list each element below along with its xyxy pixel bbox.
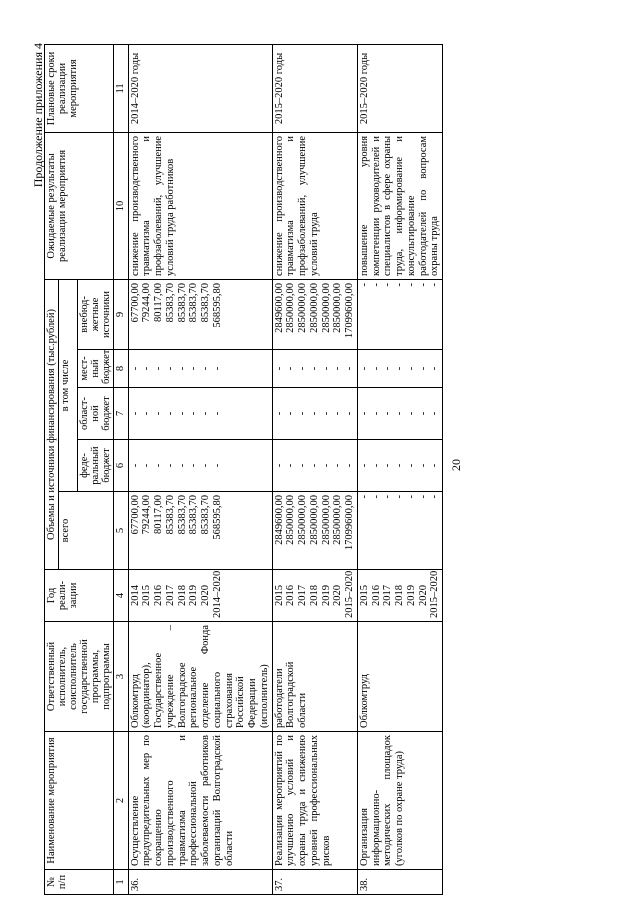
- years-value: 2019: [188, 585, 200, 606]
- local-value: -: [141, 366, 153, 371]
- federal-value: -: [332, 463, 344, 468]
- planned-terms: 2014–2020 годы: [128, 44, 272, 132]
- years-value: 2015: [358, 585, 370, 606]
- years: [272, 570, 357, 622]
- table-row: [272, 44, 357, 894]
- local: [128, 350, 272, 388]
- regional-value: -: [417, 411, 429, 416]
- local-value: -: [285, 366, 297, 371]
- planned-terms: 2015–2020 годы: [357, 44, 442, 132]
- extrabudget: [128, 279, 272, 349]
- total: [272, 492, 357, 570]
- col-num: 7: [114, 388, 129, 440]
- federal: [272, 440, 357, 492]
- total: [357, 492, 442, 570]
- page-number: 20: [449, 459, 463, 471]
- years-value: 2015–2020: [429, 570, 441, 618]
- total-value: 85383,70: [176, 495, 188, 535]
- federal: [357, 440, 442, 492]
- measure-name: Осуществление предупредительных мер по сокращению производственного травматизма и профессиональной заболеваемости работников организаций Волгоградской области: [128, 732, 272, 870]
- local-value: -: [405, 366, 417, 371]
- local-value: -: [332, 366, 344, 371]
- header-federal: феде-ральный бюджет: [78, 440, 114, 492]
- total-value: 79244,00: [141, 495, 153, 535]
- program-table: [44, 44, 443, 895]
- years-value: 2017: [382, 585, 394, 606]
- measure-name: Организация информационно-методических площадок (уголков по охране труда): [357, 732, 442, 870]
- total-value: -: [358, 495, 370, 499]
- regional-value: -: [405, 411, 417, 416]
- total-value: 2849600,00: [273, 495, 285, 545]
- rotated-page: [22, 35, 622, 895]
- regional-value: -: [141, 411, 153, 416]
- extrabudget-value: 2850000,00: [297, 282, 309, 333]
- federal-value: -: [273, 463, 285, 468]
- header-local: мест-ный бюджет: [78, 350, 114, 388]
- total-value: 85383,70: [164, 495, 176, 535]
- regional-value: -: [320, 411, 332, 416]
- total-value: -: [417, 495, 429, 499]
- total-value: 85383,70: [188, 495, 200, 535]
- federal-value: -: [188, 463, 200, 468]
- years-value: 2015–2020: [344, 570, 356, 618]
- federal-value: -: [200, 463, 212, 468]
- federal-value: -: [429, 463, 441, 468]
- local-value: -: [129, 366, 141, 371]
- federal-value: -: [308, 463, 320, 468]
- total-value: 568595,80: [211, 495, 223, 540]
- regional-value: -: [188, 411, 200, 416]
- federal-value: -: [285, 463, 297, 468]
- local-value: -: [200, 366, 212, 371]
- total-value: 67700,00: [129, 495, 141, 535]
- federal-value: -: [164, 463, 176, 468]
- expected-results: снижение производственного травматизма и профзаболеваний, улучшение условий труда работников: [128, 132, 272, 279]
- years-value: 2014: [129, 585, 141, 606]
- local-value: -: [164, 366, 176, 371]
- regional-value: -: [332, 411, 344, 416]
- extrabudget-value: 85383,70: [176, 282, 188, 323]
- regional-value: -: [297, 411, 309, 416]
- extrabudget-value: 85383,70: [164, 282, 176, 323]
- extrabudget-value: 568595,80: [211, 282, 223, 328]
- regional-value: -: [382, 411, 394, 416]
- planned-terms: 2015–2020 годы: [272, 44, 357, 132]
- total-value: -: [370, 495, 382, 499]
- extrabudget-value: 80117,00: [153, 282, 165, 322]
- extrabudget-value: -: [358, 282, 370, 287]
- local-value: -: [344, 366, 356, 371]
- expected-results: повышение уровня компетенции руководителей и специалистов в сфере охраны труда, информирование и консультирование работодателей по вопросам охраны труда: [357, 132, 442, 279]
- regional-value: -: [370, 411, 382, 416]
- regional-value: -: [129, 411, 141, 416]
- table-row: [357, 44, 442, 894]
- federal-value: -: [344, 463, 356, 468]
- regional-value: -: [153, 411, 165, 416]
- local-value: -: [429, 366, 441, 371]
- local-value: -: [308, 366, 320, 371]
- col-num: 5: [114, 492, 129, 570]
- years-value: 2018: [394, 585, 406, 606]
- responsible: Облкомтруд: [357, 622, 442, 732]
- expected-results: снижение производственного травматизма и профзаболеваний, улучшение условий труда: [272, 132, 357, 279]
- federal-value: -: [153, 463, 165, 468]
- federal: [128, 440, 272, 492]
- years-value: 2015: [141, 585, 153, 606]
- local-value: -: [394, 366, 406, 371]
- col-num: 3: [114, 622, 129, 732]
- regional: [357, 388, 442, 440]
- extrabudget-value: 85383,70: [200, 282, 212, 323]
- header-including: в том числе: [59, 279, 78, 491]
- header-total: всего: [59, 492, 114, 570]
- federal-value: -: [211, 463, 223, 468]
- header-responsible: Ответственный исполнитель, соисполнитель государственной программы, подпрограммы: [45, 622, 114, 732]
- extrabudget-value: -: [394, 282, 406, 287]
- years-value: 2016: [153, 585, 165, 606]
- local-value: -: [417, 366, 429, 371]
- extrabudget: [357, 279, 442, 349]
- header-regional: област-ной бюджет: [78, 388, 114, 440]
- col-num: 1: [114, 870, 129, 895]
- total-value: -: [429, 495, 441, 499]
- extrabudget-value: 2850000,00: [320, 282, 332, 333]
- header-extrabudget: внебюд-жетные источники: [78, 279, 114, 349]
- extrabudget: [272, 279, 357, 349]
- responsible: работодатели Волгоградской области: [272, 622, 357, 732]
- local: [357, 350, 442, 388]
- years-value: 2018: [308, 585, 320, 606]
- total-value: 2850000,00: [285, 495, 297, 545]
- total: [128, 492, 272, 570]
- row-number: 37.: [272, 870, 357, 895]
- extrabudget-value: -: [370, 282, 382, 287]
- local: [272, 350, 357, 388]
- local-value: -: [273, 366, 285, 371]
- federal-value: -: [405, 463, 417, 468]
- years-value: 2019: [320, 585, 332, 606]
- extrabudget-value: -: [382, 282, 394, 287]
- federal-value: -: [417, 463, 429, 468]
- federal-value: -: [358, 463, 370, 468]
- federal-value: -: [297, 463, 309, 468]
- total-value: -: [405, 495, 417, 499]
- extrabudget-value: 17099600,00: [344, 282, 356, 339]
- regional-value: -: [211, 411, 223, 416]
- years-value: 2020: [332, 585, 344, 606]
- local-value: -: [211, 366, 223, 371]
- regional: [128, 388, 272, 440]
- regional-value: -: [394, 411, 406, 416]
- row-number: 38.: [357, 870, 442, 895]
- extrabudget-value: 2850000,00: [285, 282, 297, 333]
- federal-value: -: [141, 463, 153, 468]
- years-value: 2016: [285, 585, 297, 606]
- federal-value: -: [176, 463, 188, 468]
- local-value: -: [188, 366, 200, 371]
- column-numbers-row: [114, 44, 129, 894]
- local-value: -: [297, 366, 309, 371]
- header-results: Ожидаемые результаты реализации мероприятия: [45, 132, 114, 279]
- years-value: 2019: [405, 585, 417, 606]
- regional-value: -: [273, 411, 285, 416]
- total-value: 80117,00: [153, 495, 165, 534]
- years-value: 2020: [417, 585, 429, 606]
- total-value: -: [382, 495, 394, 499]
- total-value: -: [394, 495, 406, 499]
- header-terms: Плановые сроки реализации мероприятия: [45, 44, 114, 132]
- local-value: -: [370, 366, 382, 371]
- regional-value: -: [429, 411, 441, 416]
- extrabudget-value: 2850000,00: [332, 282, 344, 333]
- regional-value: -: [358, 411, 370, 416]
- regional: [272, 388, 357, 440]
- total-value: 2850000,00: [332, 495, 344, 545]
- years-value: 2015: [273, 585, 285, 606]
- extrabudget-value: -: [429, 282, 441, 287]
- extrabudget-value: 85383,70: [188, 282, 200, 323]
- regional-value: -: [164, 411, 176, 416]
- regional-value: -: [200, 411, 212, 416]
- header-name: Наименование мероприятия: [45, 732, 114, 870]
- years-value: 2017: [164, 585, 176, 606]
- total-value: 2850000,00: [297, 495, 309, 545]
- local-value: -: [153, 366, 165, 371]
- regional-value: -: [176, 411, 188, 416]
- local-value: -: [320, 366, 332, 371]
- table-row: [128, 44, 272, 894]
- total-value: 17099600,00: [344, 495, 356, 551]
- years-value: 2018: [176, 585, 188, 606]
- local-value: -: [382, 366, 394, 371]
- extrabudget-value: 2850000,00: [308, 282, 320, 333]
- measure-name: Реализация мероприятий по улучшению условий и охраны труда и снижению уровней профессиональных рисков: [272, 732, 357, 870]
- extrabudget-value: -: [417, 282, 429, 287]
- header-number: № п/п: [45, 870, 114, 895]
- years-value: 2017: [297, 585, 309, 606]
- continuation-label: Продолжение приложения 4: [31, 43, 45, 188]
- col-num: 8: [114, 350, 129, 388]
- extrabudget-value: 2849600,00: [273, 282, 285, 333]
- regional-value: -: [344, 411, 356, 416]
- col-num: 6: [114, 440, 129, 492]
- local-value: -: [176, 366, 188, 371]
- extrabudget-value: -: [405, 282, 417, 287]
- col-num: 10: [114, 132, 129, 279]
- years-value: 2016: [370, 585, 382, 606]
- col-num: 2: [114, 732, 129, 870]
- years: [357, 570, 442, 622]
- years-value: 2020: [200, 585, 212, 606]
- federal-value: -: [382, 463, 394, 468]
- total-value: 2850000,00: [308, 495, 320, 545]
- header-year: Год реали-зации: [45, 570, 114, 622]
- extrabudget-value: 67700,00: [129, 282, 141, 323]
- row-number: 36.: [128, 870, 272, 895]
- federal-value: -: [394, 463, 406, 468]
- regional-value: -: [285, 411, 297, 416]
- total-value: 2850000,00: [320, 495, 332, 545]
- header-funding: Объемы и источники финансирования (тыс.рублей): [45, 279, 59, 569]
- federal-value: -: [129, 463, 141, 468]
- col-num: 9: [114, 279, 129, 349]
- federal-value: -: [370, 463, 382, 468]
- extrabudget-value: 79244,00: [141, 282, 153, 323]
- responsible: Облкомтруд (координатор), Государственное учреждение – Волгоградское региональное отделение Фонда социального страхования Российской Федерации (исполнитель): [128, 622, 272, 732]
- years-value: 2014–2020: [211, 570, 223, 618]
- local-value: -: [358, 366, 370, 371]
- col-num: 11: [114, 44, 129, 132]
- years: [128, 570, 272, 622]
- col-num: 4: [114, 570, 129, 622]
- federal-value: -: [320, 463, 332, 468]
- total-value: 85383,70: [200, 495, 212, 535]
- regional-value: -: [308, 411, 320, 416]
